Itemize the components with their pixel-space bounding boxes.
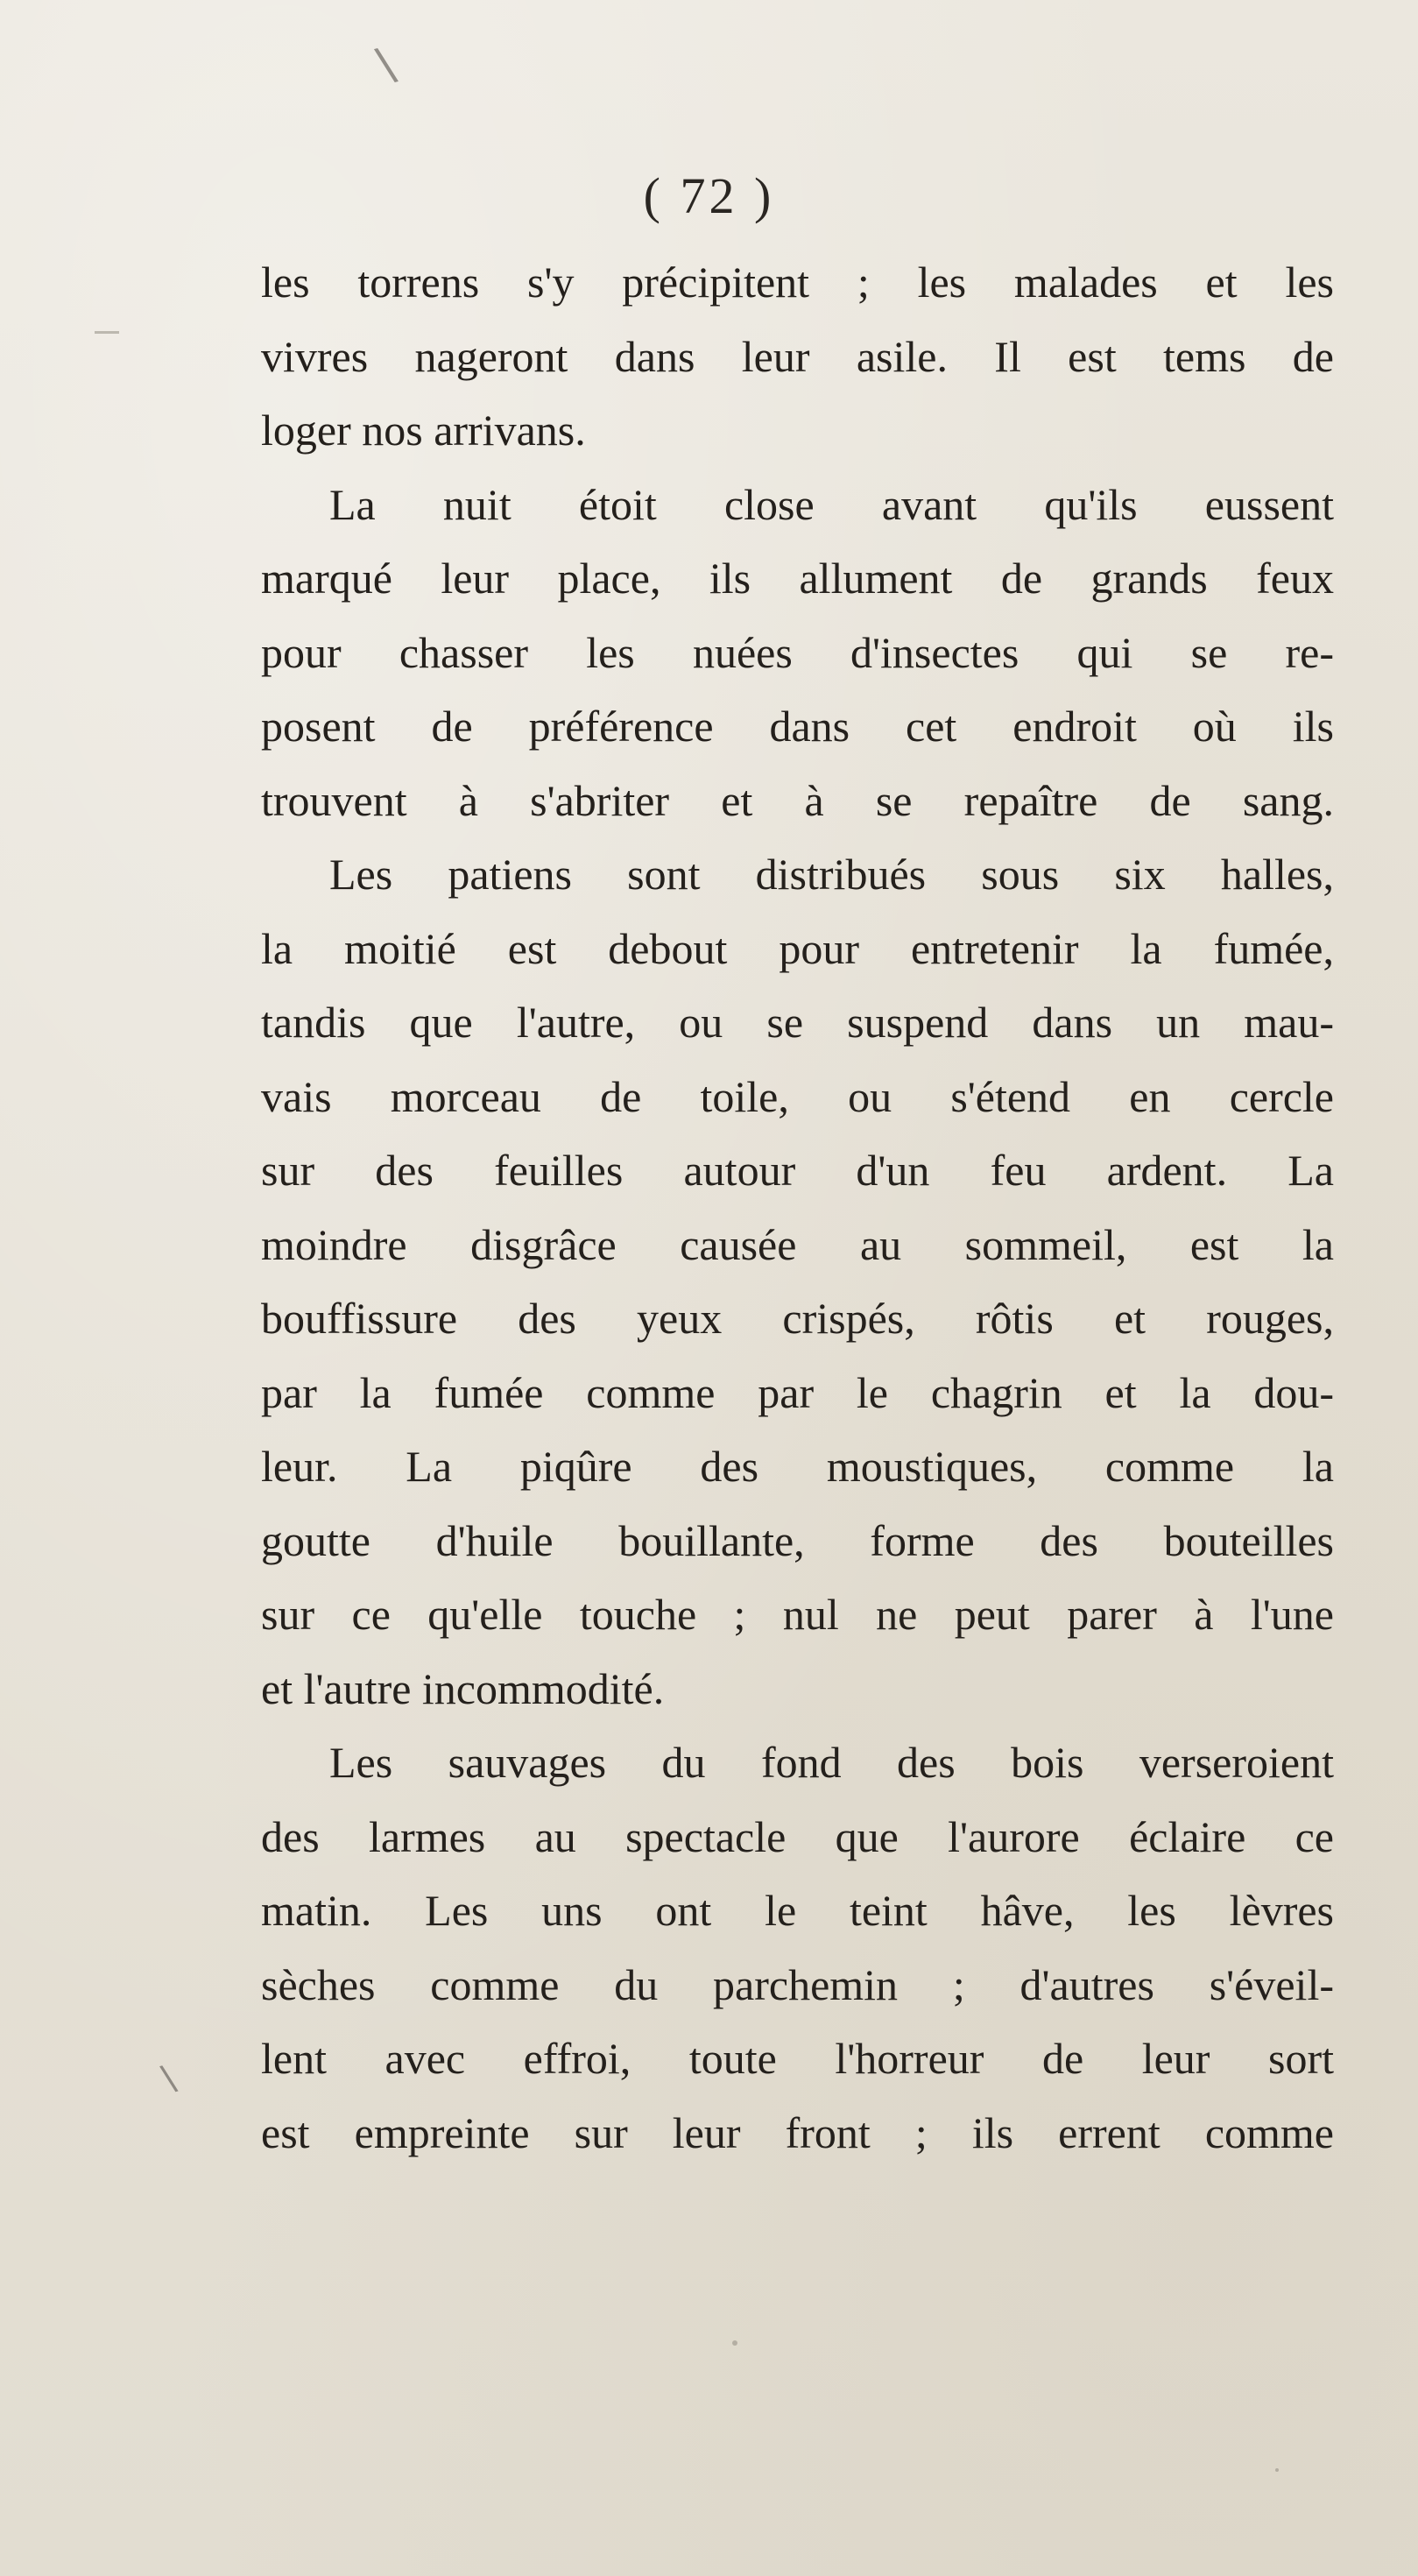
text-line: sur des feuilles autour d'un feu ardent. La xyxy=(261,1146,1334,1195)
text-line: vivres nageront dans leur asile. Il est tems de xyxy=(261,331,1334,381)
text-line: sèches comme du parchemin ; d'autres s'éveil- xyxy=(261,1959,1334,2009)
text-line: tandis que l'autre, ou se suspend dans un mau- xyxy=(261,998,1334,1047)
text-line: lent avec effroi, toute l'horreur de leur sort xyxy=(261,2034,1334,2083)
text-line: matin. Les uns ont le teint hâve, les lèvres xyxy=(261,1886,1334,1935)
paragraph xyxy=(261,245,1334,468)
text-line: Les sauvages du fond des bois verseroient xyxy=(329,1738,1334,1787)
text-line: bouffissure des yeux crispés, rôtis et rouges, xyxy=(261,1294,1334,1343)
paper-speck xyxy=(732,2340,737,2346)
margin-mark-top: \ xyxy=(371,37,400,93)
text-line: est empreinte sur leur front ; ils errent comme xyxy=(261,2107,1334,2157)
text-line: par la fumée comme par le chagrin et la dou- xyxy=(261,1367,1334,1417)
text-line: des larmes au spectacle que l'aurore éclaire ce xyxy=(261,1811,1334,1861)
text-line: les torrens s'y précipitent ; les malades et les xyxy=(261,258,1334,307)
text-line: loger nos arrivans. xyxy=(261,406,586,455)
paper-speck xyxy=(1275,2468,1279,2472)
paragraph xyxy=(261,1726,1334,2170)
page-number: ( 72 ) xyxy=(643,167,775,224)
text-line: marqué leur place, ils allument de grands feux xyxy=(261,554,1334,603)
text-line: posent de préférence dans cet endroit où ils xyxy=(261,702,1334,751)
body-text xyxy=(261,245,1334,2170)
paragraph xyxy=(261,837,1334,1726)
text-line: vais morceau de toile, ou s'étend en cercle xyxy=(261,1071,1334,1121)
text-line: moindre disgrâce causée au sommeil, est la xyxy=(261,1219,1334,1269)
paragraph xyxy=(261,468,1334,838)
margin-mark-bottom: \ xyxy=(158,2057,180,2100)
text-line: La nuit étoit close avant qu'ils eussent xyxy=(329,479,1334,529)
text-line: la moitié est debout pour entretenir la fumée, xyxy=(261,923,1334,973)
text-line: Les patiens sont distribués sous six halles, xyxy=(329,850,1334,899)
text-line: sur ce qu'elle touche ; nul ne peut parer à l'une xyxy=(261,1590,1334,1639)
text-line: goutte d'huile bouillante, forme des bouteilles xyxy=(261,1515,1334,1565)
text-line: leur. La piqûre des moustiques, comme la xyxy=(261,1442,1334,1491)
text-line: et l'autre incommodité. xyxy=(261,1663,665,1713)
text-line: pour chasser les nuées d'insectes qui se re- xyxy=(261,627,1334,677)
margin-dash-left xyxy=(95,331,119,334)
text-line: trouvent à s'abriter et à se repaître de sang. xyxy=(261,775,1334,825)
